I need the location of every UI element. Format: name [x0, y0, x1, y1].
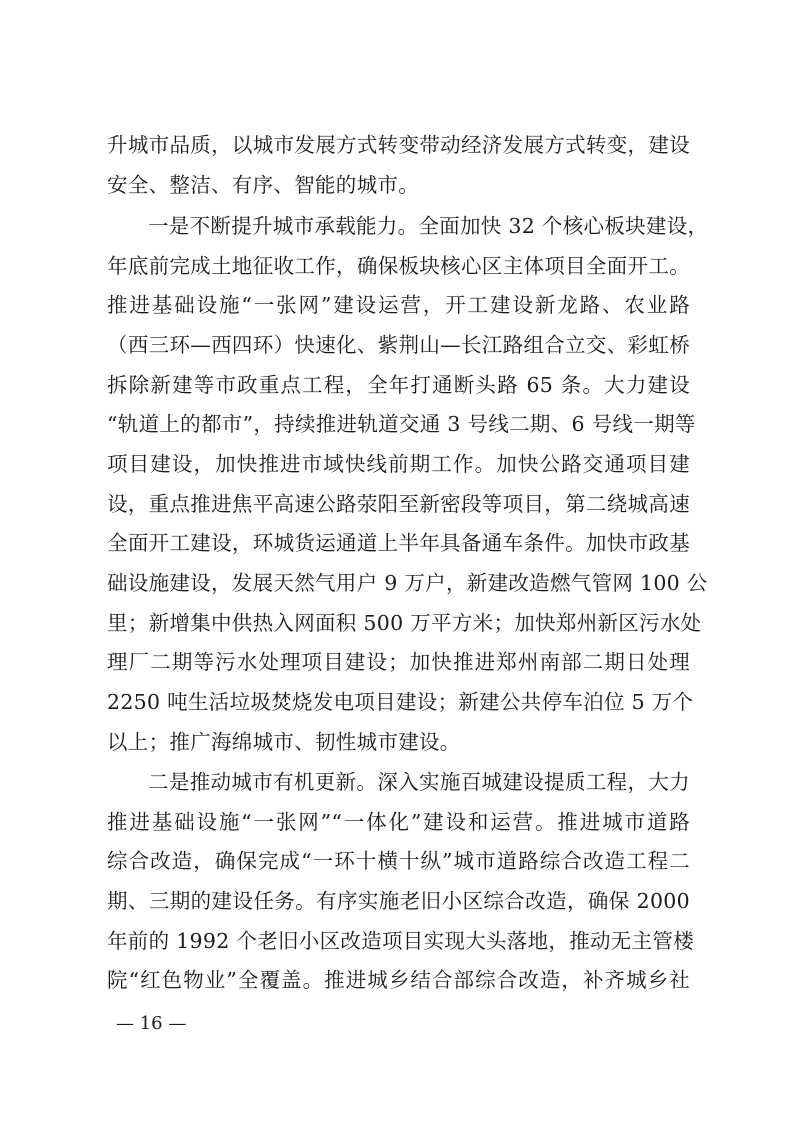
- body-text-line: 项目建设，加快推进市域快线前期工作。加快公路交通项目建: [107, 452, 690, 476]
- body-text-line: 安全、整洁、有序、智能的城市。: [107, 173, 419, 197]
- page-number: — 16 —: [116, 1013, 187, 1034]
- body-text-line: 期、三期的建设任务。有序实施老旧小区综合改造，确保 2000: [107, 889, 690, 913]
- body-text-line: 推进基础设施“一张网”“一体化”建设和运营。推进城市道路: [107, 810, 690, 834]
- body-text-line: 全面开工建设，环城货运通道上半年具备通车条件。加快市政基: [107, 531, 690, 555]
- body-text-line: 理厂二期等污水处理项目建设；加快推进郑州南部二期日处理: [107, 650, 690, 674]
- body-text-line: 拆除新建等市政重点工程，全年打通断头路 65 条。大力建设: [107, 373, 690, 397]
- body-text-line: 里；新增集中供热入网面积 500 万平方米；加快郑州新区污水处: [107, 611, 702, 635]
- paragraph-heading-line: 二是推动城市有机更新。深入实施百城建设提质工程，大力: [148, 770, 690, 794]
- body-text-line: （西三环—西四环）快速化、紫荆山—长江路组合立交、彩虹桥: [107, 333, 690, 357]
- body-text-line: 础设施建设，发展天然气用户 9 万户，新建改造燃气管网 100 公: [107, 571, 708, 595]
- body-text-line: 年前的 1992 个老旧小区改造项目实现大头落地，推动无主管楼: [107, 929, 695, 953]
- body-text-line: 推进基础设施“一张网”建设运营，开工建设新龙路、农业路: [107, 293, 690, 317]
- body-text-line: 2250 吨生活垃圾焚烧发电项目建设；新建公共停车泊位 5 万个: [107, 690, 694, 714]
- body-text-line: 综合改造，确保完成“一环十横十纵”城市道路综合改造工程二: [107, 849, 690, 873]
- body-text-line: 年底前完成土地征收工作，确保板块核心区主体项目全面开工。: [107, 254, 690, 278]
- body-text-line: 院“红色物业”全覆盖。推进城乡结合部综合改造，补齐城乡社: [107, 968, 690, 992]
- body-text-line: 设，重点推进焦平高速公路荥阳至新密段等项目，第二绕城高速: [107, 492, 690, 516]
- body-text-line: “轨道上的都市”，持续推进轨道交通 3 号线二期、6 号线一期等: [107, 412, 696, 436]
- body-text-line: 升城市品质，以城市发展方式转变带动经济发展方式转变，建设: [107, 133, 690, 157]
- paragraph-heading-line: 一是不断提升城市承载能力。全面加快 32 个核心板块建设，: [148, 214, 709, 238]
- body-text-line: 以上；推广海绵城市、韧性城市建设。: [107, 730, 461, 754]
